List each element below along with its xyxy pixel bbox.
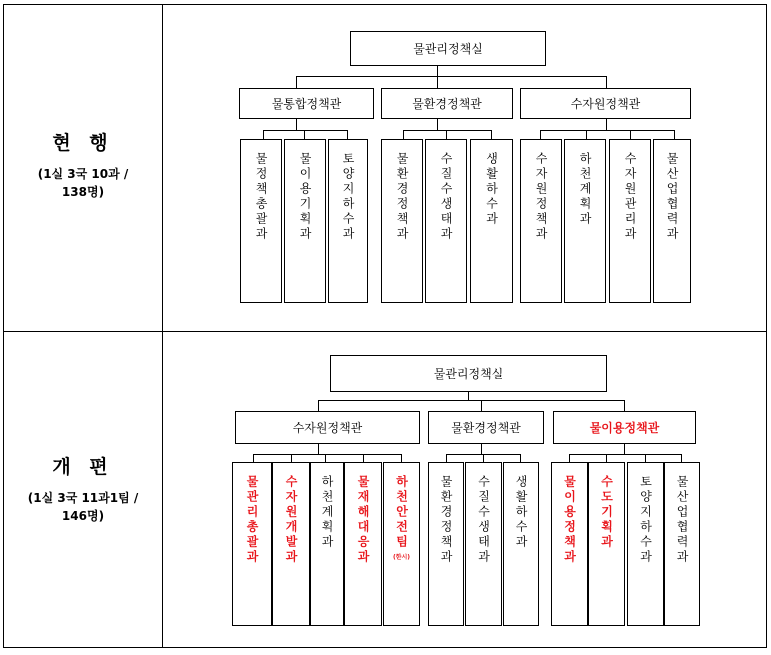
revised-subtitle (4, 489, 162, 525)
connector (481, 444, 482, 454)
connector (318, 444, 319, 454)
connector (645, 454, 646, 462)
connector (569, 454, 682, 455)
current-subtitle (4, 165, 162, 201)
division-label: 수자원정책과 (534, 152, 548, 242)
division-label: 수질수생태과 (476, 475, 491, 565)
revised-division (664, 462, 700, 626)
connector (296, 76, 297, 88)
revised-division (310, 462, 344, 626)
connector (401, 454, 402, 462)
connector (446, 130, 447, 139)
division-label: 토양지하수과 (341, 152, 355, 242)
connector (569, 454, 570, 462)
revised-division (344, 462, 382, 626)
division-label: 토양지하수과 (638, 475, 653, 565)
revised-division (232, 462, 272, 626)
current-division (328, 139, 368, 303)
revised-division (551, 462, 588, 626)
current-top-office: 물관리정책실 (350, 31, 546, 66)
connector (606, 76, 607, 88)
division-label: 생활하수과 (484, 152, 499, 227)
connector (296, 119, 297, 130)
connector (363, 454, 364, 462)
row-divider (3, 331, 767, 332)
connector (468, 392, 469, 400)
division-label: 수도기획과 (599, 475, 614, 550)
revised-bureau-2: 물환경정책관 (428, 411, 544, 444)
division-label: 하천안전팀 (394, 475, 409, 550)
connector (318, 400, 625, 401)
division-note: (한시) (392, 554, 411, 561)
current-division (284, 139, 326, 303)
column-divider (162, 4, 163, 648)
revised-label-cell (4, 452, 162, 525)
division-label: 하천계획과 (320, 475, 334, 550)
current-sub-line1: (1실 3국 10과 / (37, 167, 129, 181)
revised-title: 개 편 (52, 456, 114, 478)
revised-division (503, 462, 539, 626)
connector (296, 76, 607, 77)
division-label: 물정책총괄과 (254, 152, 268, 242)
current-bureau-1: 물통합정책관 (239, 88, 374, 119)
division-label: 물환경정책과 (395, 152, 409, 242)
connector (491, 130, 492, 139)
current-division (609, 139, 651, 303)
connector (318, 400, 319, 411)
division-label: 수자원개발과 (284, 475, 298, 565)
current-division (240, 139, 282, 303)
connector (437, 119, 438, 130)
revised-division (383, 462, 420, 626)
revised-sub-line1: (1실 3국 11과1팀 / (27, 491, 139, 505)
connector (291, 454, 292, 462)
connector (630, 130, 631, 139)
current-label-cell (4, 128, 162, 201)
division-label: 물재해대응과 (356, 475, 370, 565)
connector (624, 400, 625, 411)
connector (263, 130, 264, 139)
connector (674, 130, 675, 139)
division-label: 물이용기획과 (298, 152, 312, 242)
connector (520, 454, 521, 462)
current-division (425, 139, 467, 303)
current-title: 현 행 (52, 132, 114, 154)
connector (253, 454, 402, 455)
current-division (470, 139, 513, 303)
current-bureau-2: 물환경정책관 (381, 88, 513, 119)
connector (540, 130, 675, 131)
connector (253, 454, 254, 462)
connector (606, 119, 607, 130)
connector (304, 130, 305, 139)
current-bureau-3: 수자원정책관 (520, 88, 691, 119)
connector (403, 130, 404, 139)
current-division (653, 139, 691, 303)
current-division (381, 139, 423, 303)
connector (624, 444, 625, 454)
current-sub-line2: 138명) (61, 185, 105, 199)
revised-division (272, 462, 310, 626)
connector (540, 130, 541, 139)
revised-division (588, 462, 625, 626)
connector (586, 130, 587, 139)
division-label: 물이용정책과 (562, 475, 577, 565)
connector (263, 130, 348, 131)
connector (446, 454, 447, 462)
connector (681, 454, 682, 462)
connector (606, 454, 607, 462)
division-label: 수질수생태과 (439, 152, 453, 242)
revised-bureau-3: 물이용정책관 (553, 411, 696, 444)
connector (403, 130, 492, 131)
connector (325, 454, 326, 462)
current-division (564, 139, 606, 303)
revised-division (465, 462, 502, 626)
connector (437, 66, 438, 76)
connector (483, 454, 484, 462)
division-label: 물산업협력과 (665, 152, 679, 242)
connector (437, 76, 438, 88)
division-label: 물산업협력과 (675, 475, 689, 565)
connector (347, 130, 348, 139)
division-label: 물관리총괄과 (245, 475, 259, 565)
revised-division (627, 462, 664, 626)
revised-division (428, 462, 464, 626)
current-division (520, 139, 562, 303)
revised-top-office: 물관리정책실 (330, 355, 607, 392)
division-label: 물환경정책과 (439, 475, 453, 565)
division-label: 하천계획과 (578, 152, 592, 227)
division-label: 생활하수과 (514, 475, 528, 550)
connector (481, 400, 482, 411)
revised-sub-line2: 146명) (61, 509, 105, 523)
division-label: 수자원관리과 (623, 152, 637, 242)
revised-bureau-1: 수자원정책관 (235, 411, 420, 444)
